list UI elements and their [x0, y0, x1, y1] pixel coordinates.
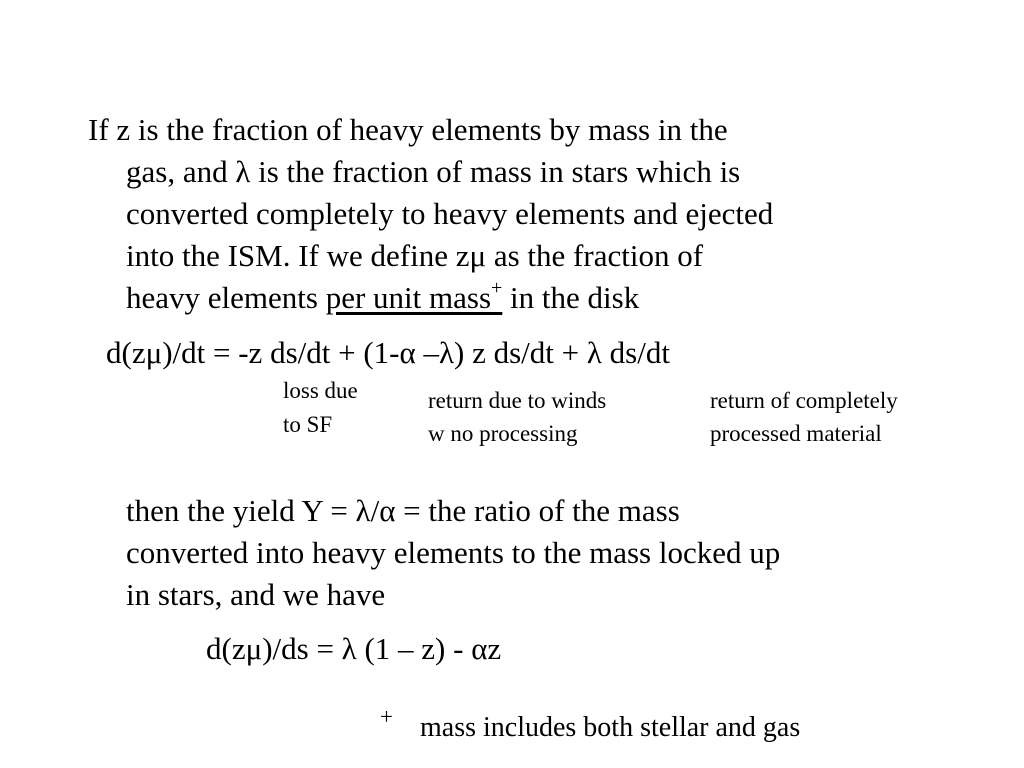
equation-dzmu-dt: d(zμ)/dt = -z ds/dt + (1-α –λ) z ds/dt + λ ds/dt	[106, 335, 670, 370]
annotation-return-winds-line2: w no processing	[428, 421, 578, 446]
annotation-return-winds-line1: return due to winds	[428, 388, 607, 413]
footnote-marker: +	[380, 704, 393, 729]
paragraph1-line1: If z is the fraction of heavy elements by mass in the	[88, 112, 728, 147]
footnote-text: mass includes both stellar and gas	[420, 712, 801, 743]
annotation-return-processed-line1: return of completely	[710, 388, 898, 413]
paragraph1-line3: converted completely to heavy elements and ejected	[126, 196, 774, 231]
paragraph1-line4: into the ISM. If we define zμ as the fraction of	[126, 238, 704, 273]
paragraph1-line5-pre: heavy elements	[126, 280, 326, 315]
equation-dzmu-ds: d(zμ)/ds = λ (1 – z) - αz	[206, 631, 502, 666]
footnote-reference-marker: +	[491, 277, 503, 299]
paragraph1-line5-post: in the disk	[502, 280, 640, 315]
paragraph2-line1: then the yield Y = λ/α = the ratio of the mass	[126, 493, 680, 528]
paragraph1-line5	[126, 277, 639, 319]
annotation-loss-line2: to SF	[283, 412, 333, 437]
per-unit-mass-underlined: per unit mass+	[325, 277, 503, 315]
paragraph2-line2: converted into heavy elements to the mass locked up	[126, 535, 781, 570]
paragraph1-line2: gas, and λ is the fraction of mass in stars which is	[126, 154, 741, 189]
annotation-return-processed-line2: processed material	[710, 421, 882, 446]
paragraph2-line3: in stars, and we have	[126, 577, 386, 612]
annotation-loss-line1: loss due	[283, 378, 358, 403]
